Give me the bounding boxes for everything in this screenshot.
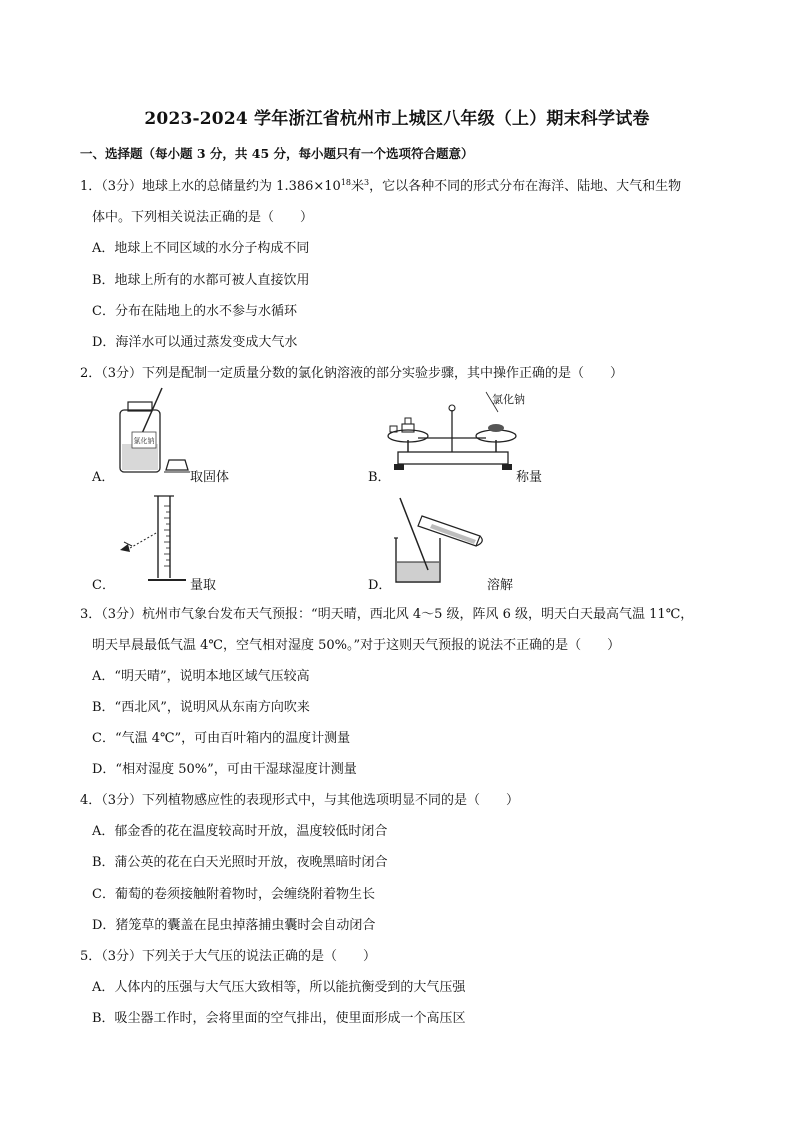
section-heading: 一、选择题（每小题 3 分，共 45 分，每小题只有一个选项符合题意） [80,146,474,161]
q4-option-b[interactable]: B．蒲公英的花在白天光照时开放，夜晚黑暗时闭合 [92,855,388,870]
sodium-chloride-label: 氯化钠 [492,393,525,406]
question-3-stem-line2: 明天早晨最低气温 4℃，空气相对湿度 50%。”对于这则天气预报的说法不正确的是（ ） [92,638,621,653]
page-title: 2023-2024 学年浙江省杭州市上城区八年级（上）期末科学试卷 [144,109,650,129]
q2-option-d-letter[interactable]: D． [368,578,392,593]
q2-option-b-text: 称量 [516,470,543,485]
q3-option-b[interactable]: B．“西北风”，说明风从东南方向吹来 [92,700,310,715]
q4-option-c[interactable]: C．葡萄的卷须接触附着物时，会缠绕附着物生长 [92,887,375,902]
q2-option-a-letter[interactable]: A． [92,470,115,485]
q5-option-a[interactable]: A．人体内的压强与大气压大致相等，所以能抗衡受到的大气压强 [92,980,466,995]
q2-option-d-text: 溶解 [487,578,514,593]
q4-option-d[interactable]: D．猪笼草的囊盖在昆虫掉落捕虫囊时会自动闭合 [92,918,376,933]
dissolving-beaker-figure [392,494,488,586]
q3-option-a[interactable]: A．“明天晴”，说明本地区域气压较高 [92,669,310,684]
question-4-stem: 4．（3分）下列植物感应性的表现形式中，与其他选项明显不同的是（ ） [80,793,520,808]
q1-option-a[interactable]: A．地球上不同区域的水分子构成不同 [92,241,310,256]
q5-option-b[interactable]: B．吸尘器工作时，会将里面的空气排出，使里面形成一个高压区 [92,1011,466,1026]
q2-option-c-text: 量取 [190,578,217,593]
q1-option-d[interactable]: D．海洋水可以通过蒸发变成大气水 [92,335,298,350]
question-3-stem-line1: 3．（3分）杭州市气象台发布天气预报：“明天晴，西北风 4～5 级，阵风 6 级，明天白天最高气温 11℃， [80,607,694,622]
q1-exponent: 18 [340,178,352,187]
q2-option-c-letter[interactable]: C． [92,578,115,593]
q2-option-a-text: 取固体 [190,470,230,485]
q2-option-b-letter[interactable]: B． [368,470,391,485]
q3-option-d[interactable]: D．“相对湿度 50%”，可由干湿球湿度计测量 [92,762,357,777]
question-1-stem-line1 [80,175,681,194]
q1-text-a: 1．（3分）地球上水的总储量约为 1.386×10 [80,179,341,194]
question-2-stem: 2．（3分）下列是配制一定质量分数的氯化钠溶液的部分实验步骤，其中操作正确的是（ ） [80,366,624,381]
q1-unit: 米 [351,179,365,194]
reagent-jar-figure [110,388,190,480]
q3-option-c[interactable]: C．“气温 4℃”，可由百叶箱内的温度计测量 [92,731,351,746]
q1-unit-exponent: 3 [364,178,370,187]
q1-option-c[interactable]: C．分布在陆地上的水不参与水循环 [92,304,297,319]
graduated-cylinder-figure [110,492,190,588]
question-5-stem: 5．（3分）下列关于大气压的说法正确的是（ ） [80,949,377,964]
question-1-stem-line2: 体中。下列相关说法正确的是（ ） [92,210,314,225]
q4-option-a[interactable]: A．郁金香的花在温度较高时开放，温度较低时闭合 [92,824,388,839]
jar-label: 氯化钠 [133,437,155,445]
q1-text-b: ，它以各种不同的形式分布在海洋、陆地、大气和生物 [369,179,682,194]
q1-option-b[interactable]: B．地球上所有的水都可被人直接饮用 [92,273,310,288]
